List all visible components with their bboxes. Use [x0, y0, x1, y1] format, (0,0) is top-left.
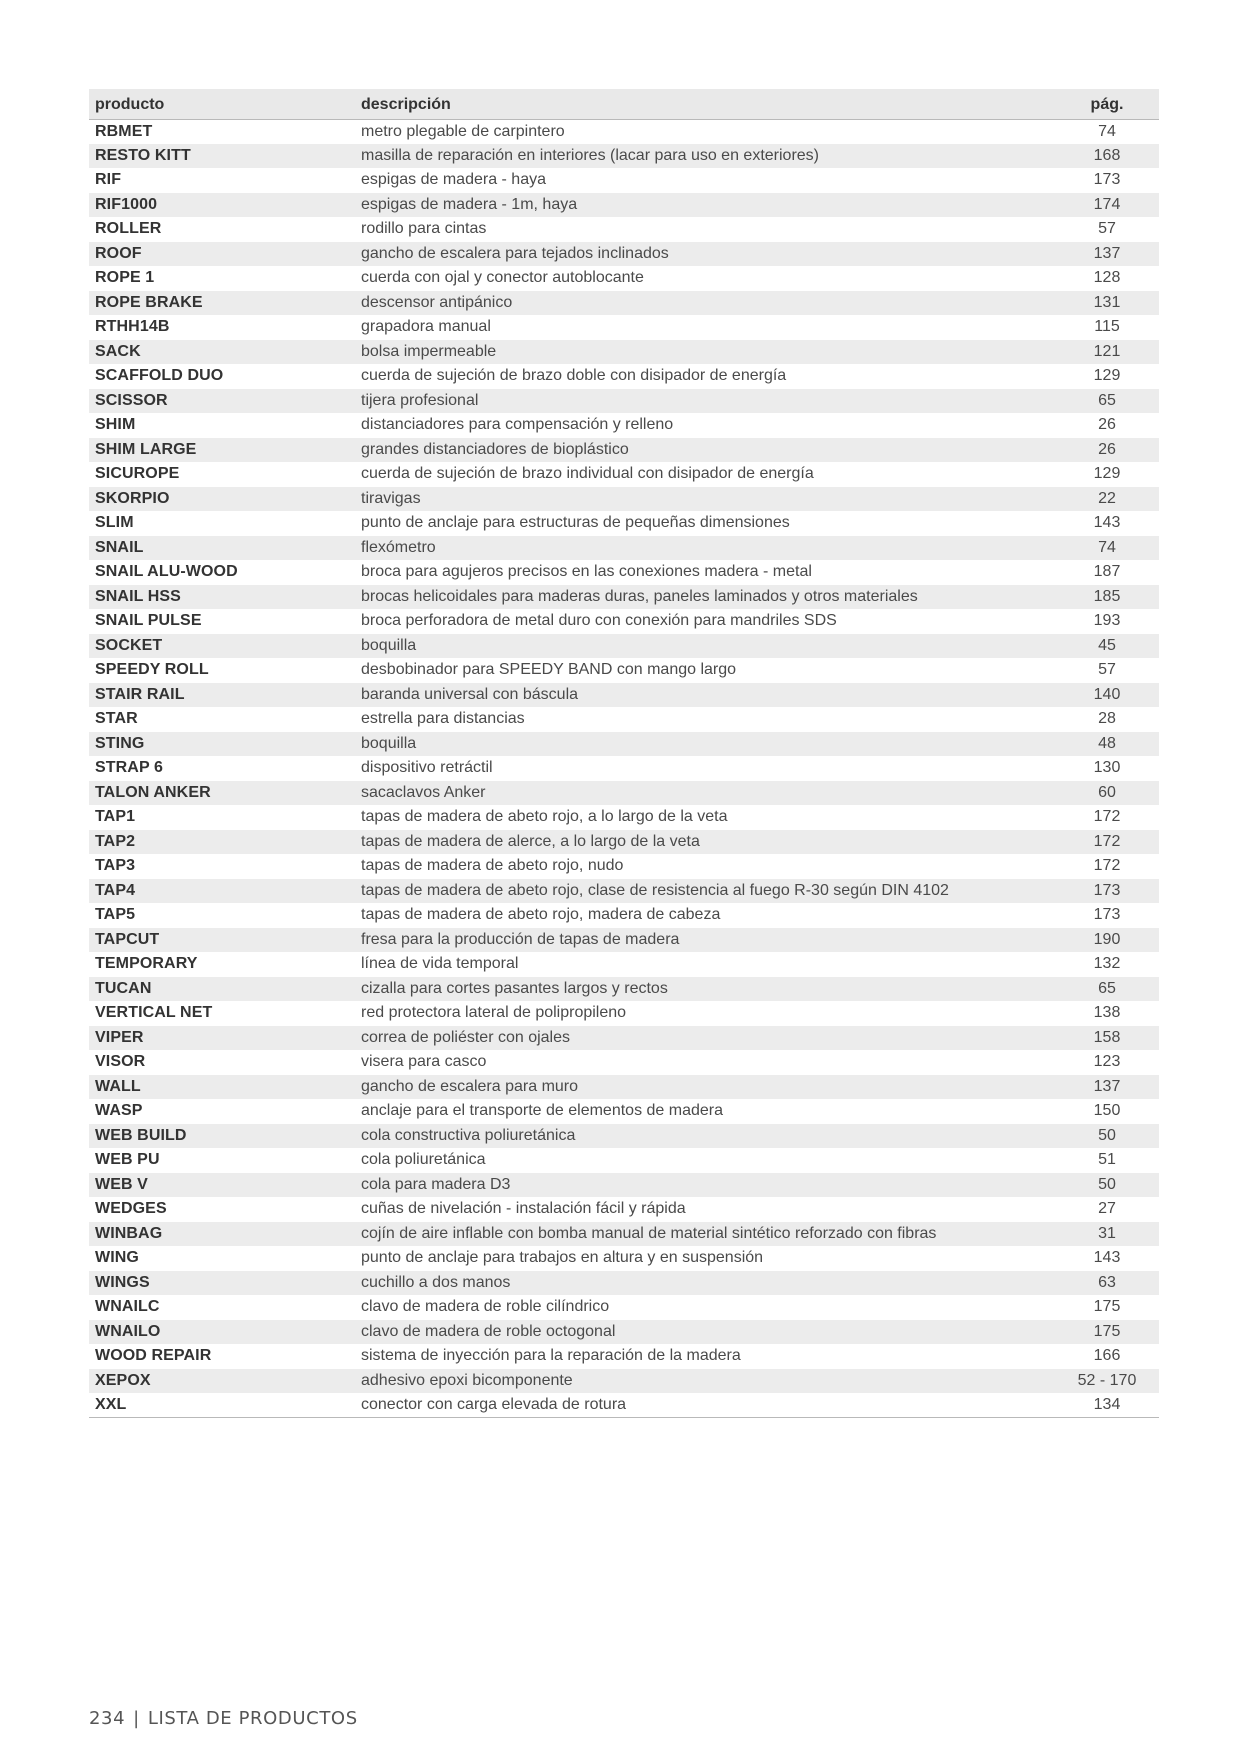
- footer-separator: |: [133, 1708, 140, 1729]
- table-row: [89, 854, 1159, 879]
- cell-product: WNAILO: [95, 1322, 161, 1340]
- table-header: [89, 89, 1159, 119]
- cell-product: TALON ANKER: [95, 783, 211, 801]
- cell-description: desbobinador para SPEEDY BAND con mango largo: [361, 661, 737, 679]
- table-row: [89, 585, 1159, 610]
- table-row: [89, 364, 1159, 389]
- cell-description: adhesivo epoxi bicomponente: [361, 1371, 573, 1389]
- table-row: [89, 732, 1159, 757]
- cell-description: tapas de madera de abeto rojo, clase de resistencia al fuego R-30 según DIN 4102: [361, 881, 949, 899]
- cell-product: SOCKET: [95, 636, 163, 654]
- table-body: [89, 119, 1159, 1418]
- cell-page: 45: [1098, 636, 1116, 654]
- cell-page: 123: [1093, 1053, 1121, 1071]
- table-row: [89, 952, 1159, 977]
- cell-page: 190: [1093, 930, 1121, 948]
- cell-description: bolsa impermeable: [361, 342, 497, 360]
- cell-description: boquilla: [361, 636, 417, 654]
- cell-page: 63: [1098, 1273, 1116, 1291]
- table-row: [89, 217, 1159, 242]
- table-row: [89, 560, 1159, 585]
- cell-description: grapadora manual: [361, 318, 491, 336]
- cell-page: 172: [1093, 832, 1121, 850]
- table-row: [89, 144, 1159, 169]
- cell-product: ROPE 1: [95, 269, 155, 287]
- table-row: [89, 977, 1159, 1002]
- cell-description: cuerda con ojal y conector autoblocante: [361, 269, 644, 287]
- table-row: [89, 928, 1159, 953]
- table-row: [89, 242, 1159, 267]
- cell-description: cuchillo a dos manos: [361, 1273, 511, 1291]
- cell-page: 115: [1094, 318, 1120, 336]
- cell-product: WASP: [95, 1102, 143, 1120]
- cell-page: 26: [1098, 440, 1116, 458]
- cell-page: 27: [1098, 1200, 1116, 1218]
- table-row: [89, 756, 1159, 781]
- cell-page: 173: [1093, 881, 1121, 899]
- cell-product: STING: [95, 734, 145, 752]
- table-row: [89, 1099, 1159, 1124]
- cell-description: cola para madera D3: [361, 1175, 511, 1193]
- table-row: [89, 634, 1159, 659]
- cell-description: tijera profesional: [361, 391, 479, 409]
- cell-description: brocas helicoidales para maderas duras, paneles laminados y otros materiales: [361, 587, 918, 605]
- cell-description: cuerda de sujeción de brazo individual con disipador de energía: [361, 465, 814, 483]
- cell-description: tiravigas: [361, 489, 421, 507]
- cell-page: 132: [1093, 955, 1121, 973]
- cell-page: 143: [1093, 1249, 1121, 1267]
- table-row: [89, 1148, 1159, 1173]
- cell-description: estrella para distancias: [361, 710, 525, 728]
- cell-page: 193: [1093, 612, 1121, 630]
- cell-product: TAP4: [95, 881, 136, 899]
- cell-product: ROOF: [95, 244, 142, 262]
- cell-description: tapas de madera de alerce, a lo largo de la veta: [361, 832, 700, 850]
- table-row: [89, 1295, 1159, 1320]
- cell-page: 129: [1093, 465, 1121, 483]
- table-row: [89, 168, 1159, 193]
- cell-page: 52 - 170: [1077, 1371, 1137, 1389]
- cell-product: WEB V: [95, 1175, 148, 1193]
- table-row: [89, 1246, 1159, 1271]
- table-row: [89, 266, 1159, 291]
- cell-product: WEDGES: [95, 1200, 167, 1218]
- cell-description: dispositivo retráctil: [361, 759, 493, 777]
- cell-description: metro plegable de carpintero: [361, 122, 565, 140]
- table-row: [89, 487, 1159, 512]
- cell-page: 60: [1098, 783, 1116, 801]
- cell-product: SLIM: [95, 514, 134, 532]
- cell-page: 131: [1093, 293, 1121, 311]
- table-row: [89, 1393, 1159, 1418]
- cell-page: 51: [1098, 1151, 1116, 1169]
- table-row: [89, 879, 1159, 904]
- table-row: [89, 707, 1159, 732]
- table-row: [89, 1124, 1159, 1149]
- table-row: [89, 315, 1159, 340]
- cell-product: WINGS: [95, 1273, 150, 1291]
- table-header-row: [89, 89, 1159, 119]
- cell-product: XEPOX: [95, 1371, 151, 1389]
- cell-product: ROPE BRAKE: [95, 293, 203, 311]
- cell-page: 129: [1093, 367, 1121, 385]
- cell-page: 22: [1098, 489, 1116, 507]
- cell-description: broca perforadora de metal duro con conexión para mandriles SDS: [361, 612, 837, 630]
- table-row: [89, 1197, 1159, 1222]
- cell-product: VERTICAL NET: [95, 1004, 213, 1022]
- cell-description: boquilla: [361, 734, 417, 752]
- table-row: [89, 781, 1159, 806]
- cell-page: 175: [1093, 1322, 1121, 1340]
- cell-page: 50: [1098, 1175, 1116, 1193]
- cell-product: SHIM LARGE: [95, 440, 197, 458]
- cell-product: TAP3: [95, 857, 136, 875]
- cell-product: SICUROPE: [95, 465, 180, 483]
- cell-product: SKORPIO: [95, 489, 170, 507]
- cell-page: 174: [1093, 195, 1121, 213]
- column-header-description: descripción: [355, 89, 1055, 119]
- table-row: [89, 340, 1159, 365]
- cell-product: STAR: [95, 710, 138, 728]
- cell-page: 31: [1098, 1224, 1116, 1242]
- table-row: [89, 1075, 1159, 1100]
- table-row: [89, 805, 1159, 830]
- cell-description: cuñas de nivelación - instalación fácil y rápida: [361, 1200, 686, 1218]
- cell-description: punto de anclaje para estructuras de pequeñas dimensiones: [361, 514, 790, 532]
- cell-product: WNAILC: [95, 1298, 160, 1316]
- cell-description: sacaclavos Anker: [361, 783, 486, 801]
- cell-page: 65: [1098, 391, 1116, 409]
- table-row: [89, 193, 1159, 218]
- cell-description: distanciadores para compensación y relleno: [361, 416, 674, 434]
- cell-description: espigas de madera - 1m, haya: [361, 195, 578, 213]
- cell-product: TEMPORARY: [95, 955, 198, 973]
- cell-description: línea de vida temporal: [361, 955, 519, 973]
- cell-description: punto de anclaje para trabajos en altura y en suspensión: [361, 1249, 764, 1267]
- cell-product: SCISSOR: [95, 391, 168, 409]
- cell-page: 28: [1098, 710, 1116, 728]
- cell-page: 74: [1098, 538, 1116, 556]
- table-row: [89, 830, 1159, 855]
- table-row: [89, 1369, 1159, 1394]
- cell-description: flexómetro: [361, 538, 436, 556]
- cell-page: 140: [1093, 685, 1121, 703]
- table-row: [89, 462, 1159, 487]
- cell-product: TAP2: [95, 832, 136, 850]
- table-row: [89, 1173, 1159, 1198]
- cell-description: cojín de aire inflable con bomba manual de material sintético reforzado con fibras: [361, 1224, 937, 1242]
- cell-page: 172: [1093, 857, 1121, 875]
- table-row: [89, 438, 1159, 463]
- cell-page: 65: [1098, 979, 1116, 997]
- table-row: [89, 291, 1159, 316]
- section-title: LISTA DE PRODUCTOS: [147, 1708, 358, 1729]
- cell-product: XXL: [89, 1393, 355, 1418]
- cell-description: grandes distanciadores de bioplástico: [361, 440, 629, 458]
- cell-product: RIF: [95, 171, 122, 189]
- cell-page: 173: [1093, 906, 1121, 924]
- cell-product: RIF1000: [95, 195, 158, 213]
- cell-description: broca para agujeros precisos en las conexiones madera - metal: [361, 563, 812, 581]
- cell-product: VIPER: [95, 1028, 144, 1046]
- cell-description: gancho de escalera para tejados inclinados: [361, 244, 669, 262]
- cell-page: 137: [1093, 1077, 1121, 1095]
- cell-page: 150: [1093, 1102, 1121, 1120]
- cell-page: 173: [1093, 171, 1121, 189]
- cell-product: WEB BUILD: [95, 1126, 187, 1144]
- table-row: [89, 1026, 1159, 1051]
- table-row: [89, 1271, 1159, 1296]
- cell-page: 50: [1098, 1126, 1116, 1144]
- cell-description: clavo de madera de roble cilíndrico: [361, 1298, 610, 1316]
- page-number: 234: [89, 1708, 126, 1729]
- cell-product: SNAIL: [95, 538, 144, 556]
- cell-product: WALL: [95, 1077, 141, 1095]
- cell-product: SCAFFOLD DUO: [95, 367, 224, 385]
- cell-description: tapas de madera de abeto rojo, madera de cabeza: [361, 906, 721, 924]
- page-footer: [89, 1708, 358, 1729]
- table-row: [89, 413, 1159, 438]
- cell-description: red protectora lateral de polipropileno: [361, 1004, 627, 1022]
- cell-page: 175: [1093, 1298, 1121, 1316]
- cell-description: cola poliuretánica: [361, 1151, 486, 1169]
- cell-page: 48: [1098, 734, 1116, 752]
- cell-product: TAPCUT: [95, 930, 160, 948]
- cell-product: WEB PU: [95, 1151, 160, 1169]
- column-header-page: pág.: [1055, 89, 1159, 119]
- cell-page: 134: [1055, 1393, 1159, 1418]
- cell-page: 137: [1093, 244, 1121, 262]
- table-row: [89, 389, 1159, 414]
- table-row: [89, 119, 1159, 144]
- cell-page: 57: [1098, 220, 1116, 238]
- cell-product: TAP5: [95, 906, 136, 924]
- cell-product: VISOR: [95, 1053, 146, 1071]
- cell-description: espigas de madera - haya: [361, 171, 546, 189]
- cell-product: SNAIL HSS: [95, 587, 181, 605]
- cell-description: correa de poliéster con ojales: [361, 1028, 571, 1046]
- cell-description: visera para casco: [361, 1053, 487, 1071]
- cell-description: tapas de madera de abeto rojo, a lo largo de la veta: [361, 808, 728, 826]
- cell-product: SNAIL PULSE: [95, 612, 202, 630]
- cell-page: 168: [1093, 146, 1121, 164]
- cell-page: 26: [1098, 416, 1116, 434]
- cell-page: 121: [1093, 342, 1121, 360]
- table-row: [89, 1344, 1159, 1369]
- cell-page: 172: [1093, 808, 1121, 826]
- cell-description: conector con carga elevada de rotura: [355, 1393, 1055, 1418]
- cell-product: TAP1: [95, 808, 136, 826]
- cell-product: STAIR RAIL: [95, 685, 185, 703]
- cell-product: ROLLER: [95, 220, 162, 238]
- cell-product: TUCAN: [95, 979, 152, 997]
- cell-page: 74: [1098, 122, 1116, 140]
- cell-product: WOOD REPAIR: [95, 1347, 212, 1365]
- cell-description: descensor antipánico: [361, 293, 513, 311]
- cell-description: rodillo para cintas: [361, 220, 487, 238]
- table-row: [89, 903, 1159, 928]
- cell-page: 143: [1093, 514, 1121, 532]
- cell-description: sistema de inyección para la reparación de la madera: [361, 1347, 741, 1365]
- cell-product: STRAP 6: [95, 759, 163, 777]
- table-row: [89, 1050, 1159, 1075]
- table-row: [89, 511, 1159, 536]
- cell-product: SNAIL ALU-WOOD: [95, 563, 238, 581]
- cell-description: anclaje para el transporte de elementos de madera: [361, 1102, 723, 1120]
- cell-product: WINBAG: [95, 1224, 163, 1242]
- cell-page: 166: [1093, 1347, 1121, 1365]
- table-row: [89, 1222, 1159, 1247]
- cell-product: RESTO KITT: [95, 146, 191, 164]
- table-row: [89, 1001, 1159, 1026]
- cell-product: RBMET: [95, 122, 153, 140]
- table-row: [89, 1320, 1159, 1345]
- cell-product: RTHH14B: [95, 318, 170, 336]
- table-row: [89, 658, 1159, 683]
- cell-page: 130: [1093, 759, 1121, 777]
- cell-product: SPEEDY ROLL: [95, 661, 209, 679]
- cell-description: fresa para la producción de tapas de madera: [361, 930, 680, 948]
- cell-description: masilla de reparación en interiores (lacar para uso en exteriores): [361, 146, 819, 164]
- cell-page: 185: [1093, 587, 1121, 605]
- table-row: [89, 683, 1159, 708]
- table-row: [89, 609, 1159, 634]
- cell-description: cola constructiva poliuretánica: [361, 1126, 576, 1144]
- cell-description: cizalla para cortes pasantes largos y rectos: [361, 979, 668, 997]
- cell-page: 187: [1093, 563, 1121, 581]
- cell-product: SACK: [95, 342, 141, 360]
- product-index-table: [89, 89, 1159, 1418]
- cell-page: 138: [1093, 1004, 1121, 1022]
- cell-product: SHIM: [95, 416, 136, 434]
- cell-description: baranda universal con báscula: [361, 685, 579, 703]
- cell-description: gancho de escalera para muro: [361, 1077, 579, 1095]
- cell-page: 158: [1093, 1028, 1121, 1046]
- cell-page: 57: [1098, 661, 1116, 679]
- cell-description: cuerda de sujeción de brazo doble con disipador de energía: [361, 367, 787, 385]
- column-header-product: producto: [89, 89, 355, 119]
- cell-description: tapas de madera de abeto rojo, nudo: [361, 857, 624, 875]
- cell-product: WING: [95, 1249, 139, 1267]
- cell-description: clavo de madera de roble octogonal: [361, 1322, 616, 1340]
- table-row: [89, 536, 1159, 561]
- cell-page: 128: [1093, 269, 1121, 287]
